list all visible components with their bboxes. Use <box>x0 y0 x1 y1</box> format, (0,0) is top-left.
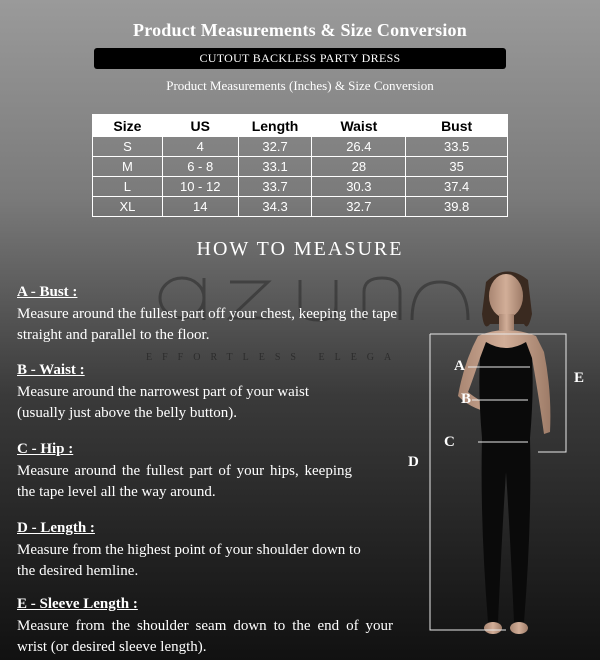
section-bust <box>17 284 397 346</box>
section-text: Measure from the shoulder seam down to the end of your wrist (or desired sleeve length). <box>17 618 393 655</box>
table-cell: 32.7 <box>238 137 312 157</box>
column-header: Length <box>238 115 312 137</box>
table-row <box>93 137 508 157</box>
table-cell: S <box>93 137 163 157</box>
table-cell: XL <box>93 197 163 217</box>
product-name-bar: CUTOUT BACKLESS PARTY DRESS <box>94 48 506 69</box>
table-cell: 4 <box>162 137 238 157</box>
table-cell: 33.7 <box>238 177 312 197</box>
table-row <box>93 177 508 197</box>
table-cell: 28 <box>312 157 406 177</box>
section-heading: C - Hip : <box>17 441 74 457</box>
label-e: E <box>574 370 585 386</box>
table-row <box>93 197 508 217</box>
table-caption: Product Measurements (Inches) & Size Conversion <box>166 78 434 93</box>
section-hip <box>17 441 352 503</box>
section-text: Measure around the fullest part off your chest, keeping the tape straight and parallel to the floor. <box>17 306 398 343</box>
column-header: Bust <box>406 115 508 137</box>
label-c: C <box>444 434 455 450</box>
table-cell: 34.3 <box>238 197 312 217</box>
section-heading: B - Waist : <box>17 362 85 378</box>
table-cell: 32.7 <box>312 197 406 217</box>
table-cell: L <box>93 177 163 197</box>
how-to-measure-title: HOW TO MEASURE <box>196 238 404 260</box>
label-b: B <box>461 391 472 407</box>
table-cell: 33.1 <box>238 157 312 177</box>
column-header: Size <box>93 115 163 137</box>
column-header: Waist <box>312 115 406 137</box>
table-cell: 30.3 <box>312 177 406 197</box>
section-heading: D - Length : <box>17 520 95 536</box>
section-heading: A - Bust : <box>17 284 78 300</box>
section-text: Measure from the highest point of your shoulder down to the desired hemline. <box>17 542 361 579</box>
size-table <box>92 114 508 217</box>
section-text: Measure around the fullest part of your hips, keeping the tape level all the way around. <box>17 463 352 500</box>
label-d: D <box>408 454 419 470</box>
table-cell: M <box>93 157 163 177</box>
table-cell: 10 - 12 <box>162 177 238 197</box>
model-figure <box>420 262 600 660</box>
table-cell: 37.4 <box>406 177 508 197</box>
table-cell: 14 <box>162 197 238 217</box>
table-cell: 39.8 <box>406 197 508 217</box>
table-row <box>93 157 508 177</box>
label-a: A <box>454 358 465 374</box>
page-title: Product Measurements & Size Conversion <box>133 20 467 40</box>
section-sleeve-length <box>17 596 393 658</box>
section-length <box>17 520 377 582</box>
section-heading: E - Sleeve Length : <box>17 596 138 612</box>
table-cell: 33.5 <box>406 137 508 157</box>
section-waist <box>17 362 347 424</box>
watermark-tagline: EFFORTLESS ELEGA <box>146 352 402 363</box>
column-header: US <box>162 115 238 137</box>
table-cell: 26.4 <box>312 137 406 157</box>
table-cell: 35 <box>406 157 508 177</box>
table-cell: 6 - 8 <box>162 157 238 177</box>
section-text: Measure around the narrowest part of your waist (usually just above the belly button). <box>17 384 309 421</box>
table-header-row <box>93 115 508 137</box>
